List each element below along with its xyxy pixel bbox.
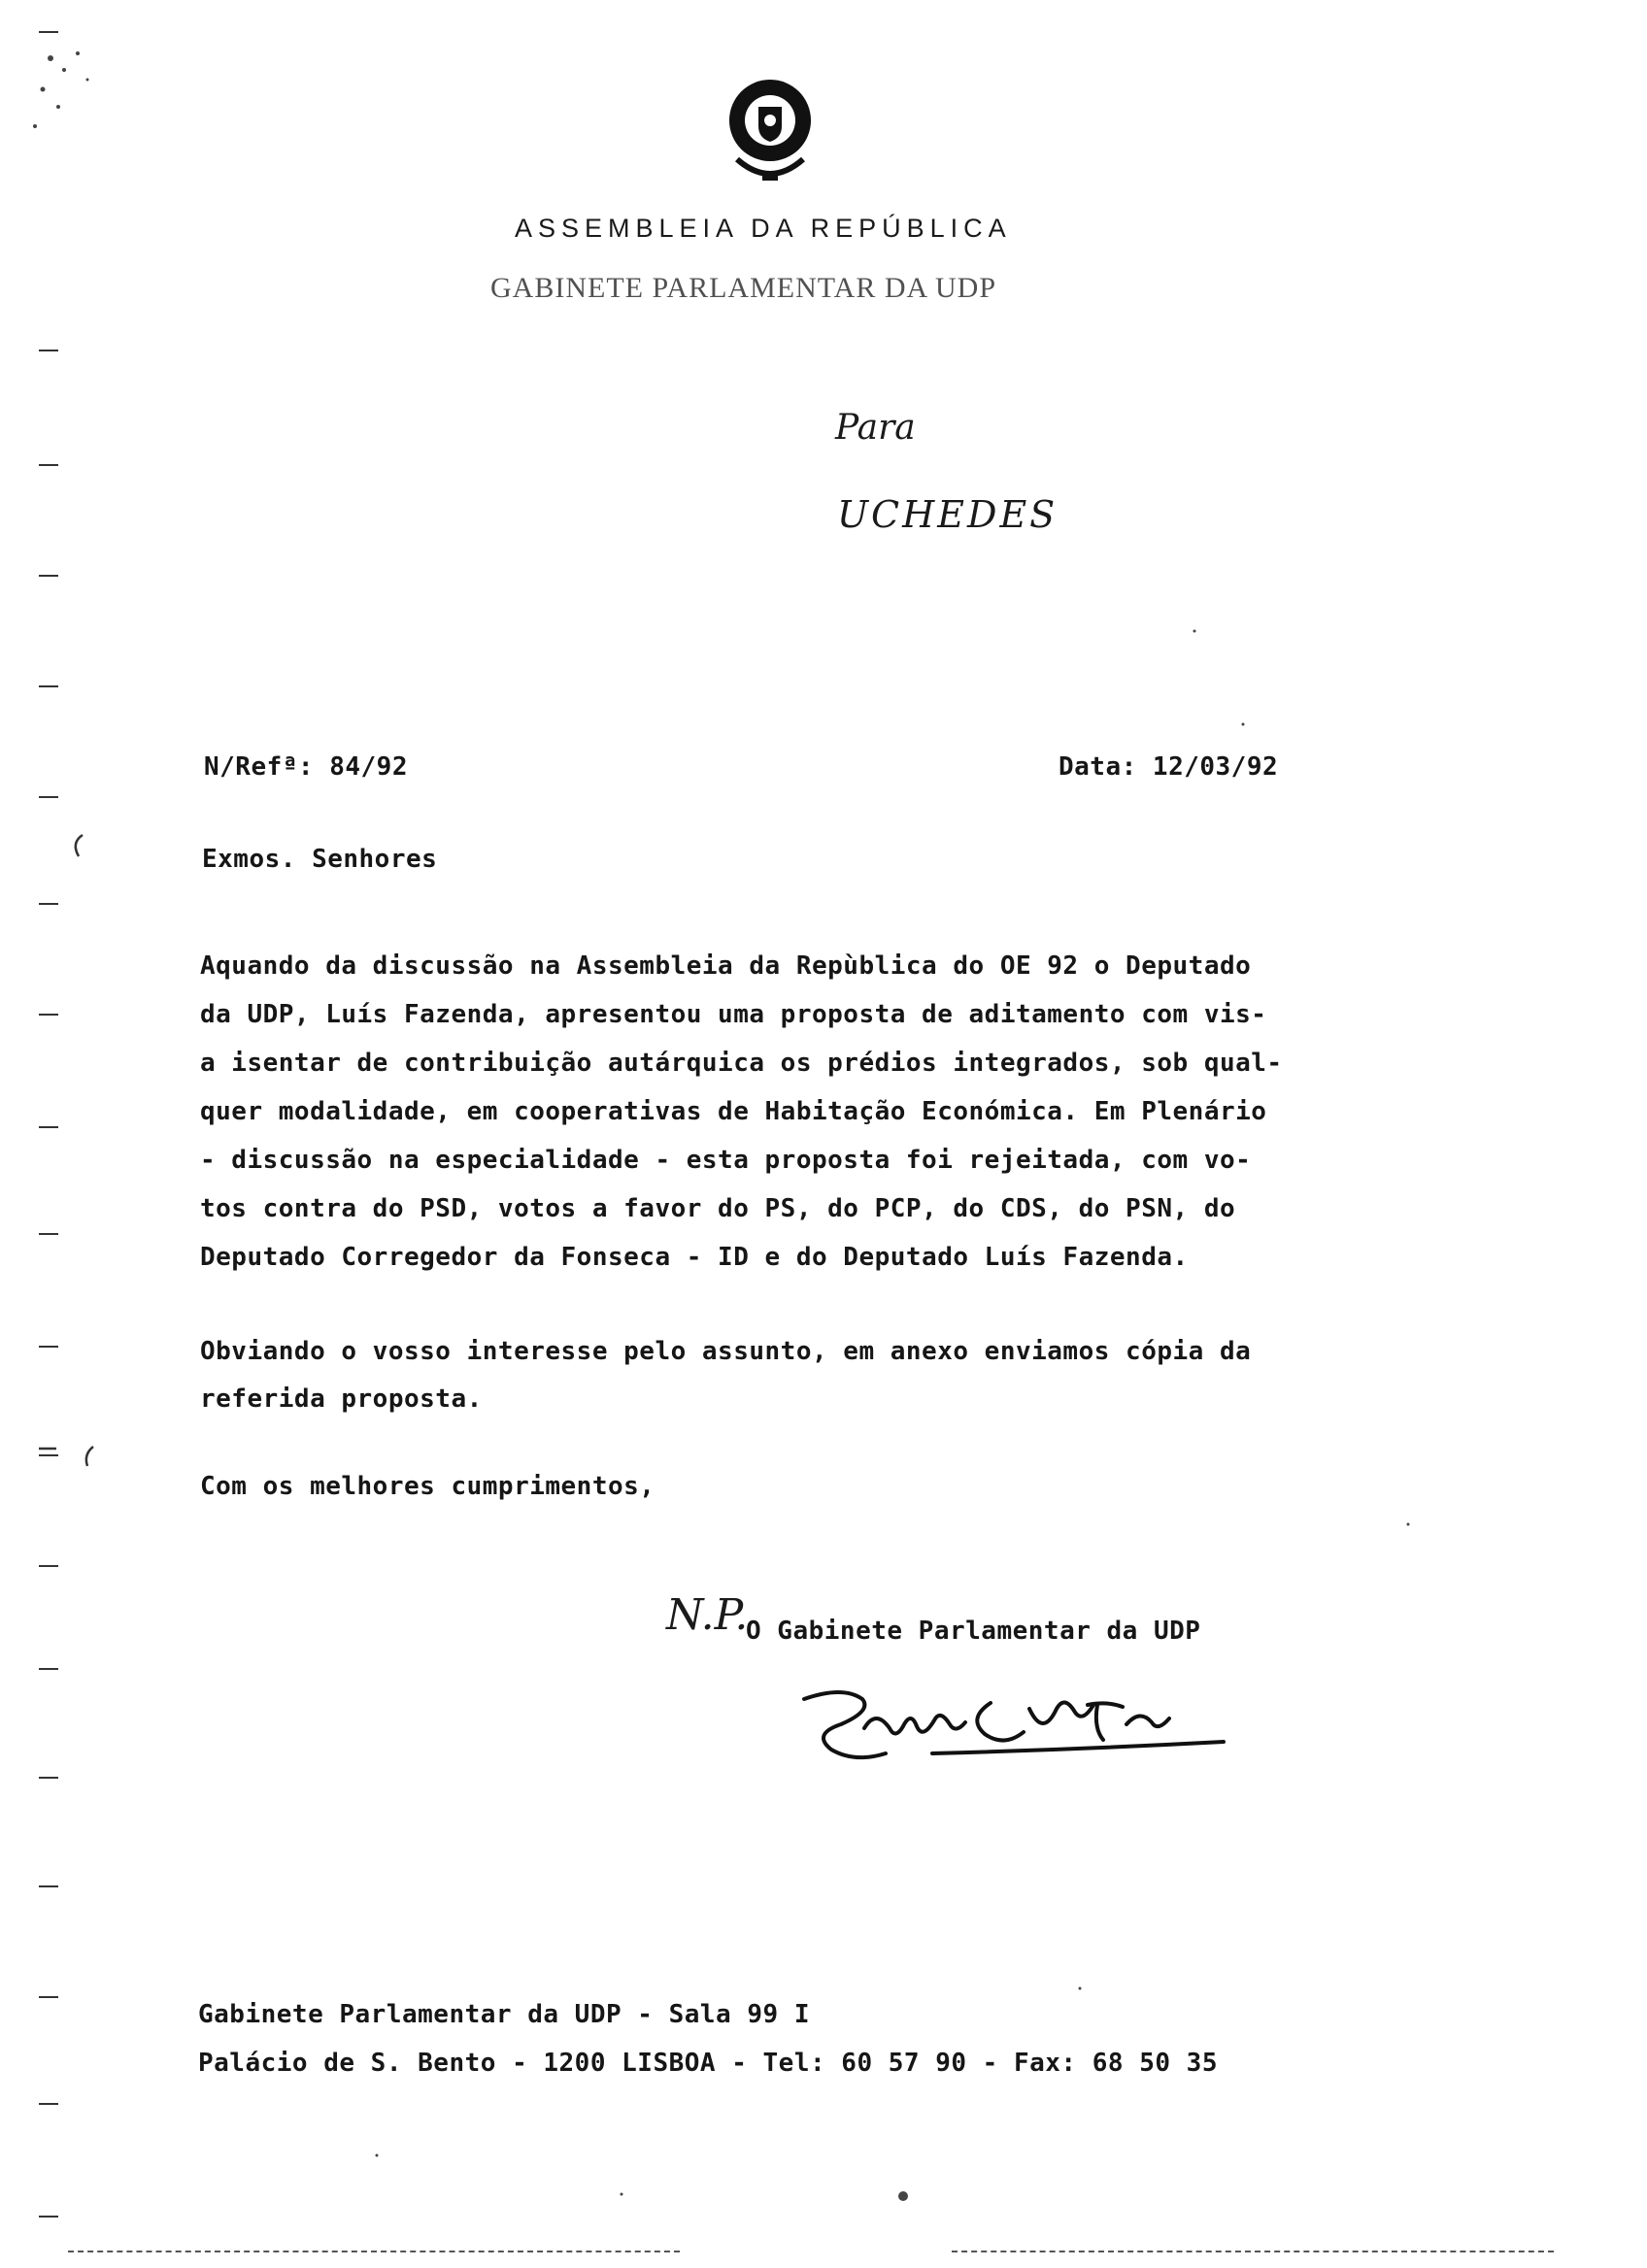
sender-name: O Gabinete Parlamentar da UDP bbox=[746, 1617, 1201, 1646]
body-paragraph-2 bbox=[200, 1328, 1365, 1423]
paragraph-line: tos contra do PSD, votos a favor do PS, do PCP, do CDS, do PSN, do bbox=[200, 1194, 1236, 1223]
paragraph-line: quer modalidade, em cooperativas de Habitação Económica. Em Plenário bbox=[200, 1097, 1267, 1126]
letter-date: Data: 12/03/92 bbox=[1059, 752, 1279, 782]
footer-address-line2: Palácio de S. Bento - 1200 LISBOA - Tel: 60 57 90 - Fax: 68 50 35 bbox=[198, 2049, 1218, 2078]
footer-address-line1: Gabinete Parlamentar da UDP - Sala 99 I bbox=[198, 2000, 810, 2029]
salutation: Exmos. Senhores bbox=[202, 845, 438, 874]
paragraph-line: Obviando o vosso interesse pelo assunto, em anexo enviamos cópia da bbox=[200, 1337, 1252, 1366]
letterhead-title: ASSEMBLEIA DA REPÚBLICA bbox=[515, 214, 1012, 243]
handwritten-signature bbox=[787, 1670, 1272, 1777]
paragraph-line: da UDP, Luís Fazenda, apresentou uma proposta de aditamento com vis- bbox=[200, 1000, 1267, 1029]
handwritten-note-line2: UCHEDES bbox=[837, 493, 1059, 536]
handwritten-note-line1: Para bbox=[835, 408, 916, 448]
paragraph-line: a isentar de contribuição autárquica os prédios integrados, sob qual- bbox=[200, 1049, 1283, 1078]
closing-line: Com os melhores cumprimentos, bbox=[200, 1472, 655, 1501]
paragraph-line: referida proposta. bbox=[200, 1384, 483, 1414]
assembly-seal-logo bbox=[723, 76, 817, 184]
paragraph-line: Deputado Corregedor da Fonseca - ID e do Deputado Luís Fazenda. bbox=[200, 1243, 1189, 1272]
handwritten-initials: N.P. bbox=[666, 1590, 749, 1640]
cut-line-left bbox=[68, 2251, 680, 2252]
cut-line-right bbox=[952, 2251, 1554, 2252]
body-paragraph-1 bbox=[200, 942, 1365, 1282]
reference-number: N/Refª: 84/92 bbox=[204, 752, 408, 782]
letterhead-office: GABINETE PARLAMENTAR DA UDP bbox=[490, 272, 997, 304]
paragraph-line: Aquando da discussão na Assembleia da Repùblica do OE 92 o Deputado bbox=[200, 951, 1252, 981]
paragraph-line: - discussão na especialidade - esta proposta foi rejeitada, com vo- bbox=[200, 1146, 1252, 1175]
